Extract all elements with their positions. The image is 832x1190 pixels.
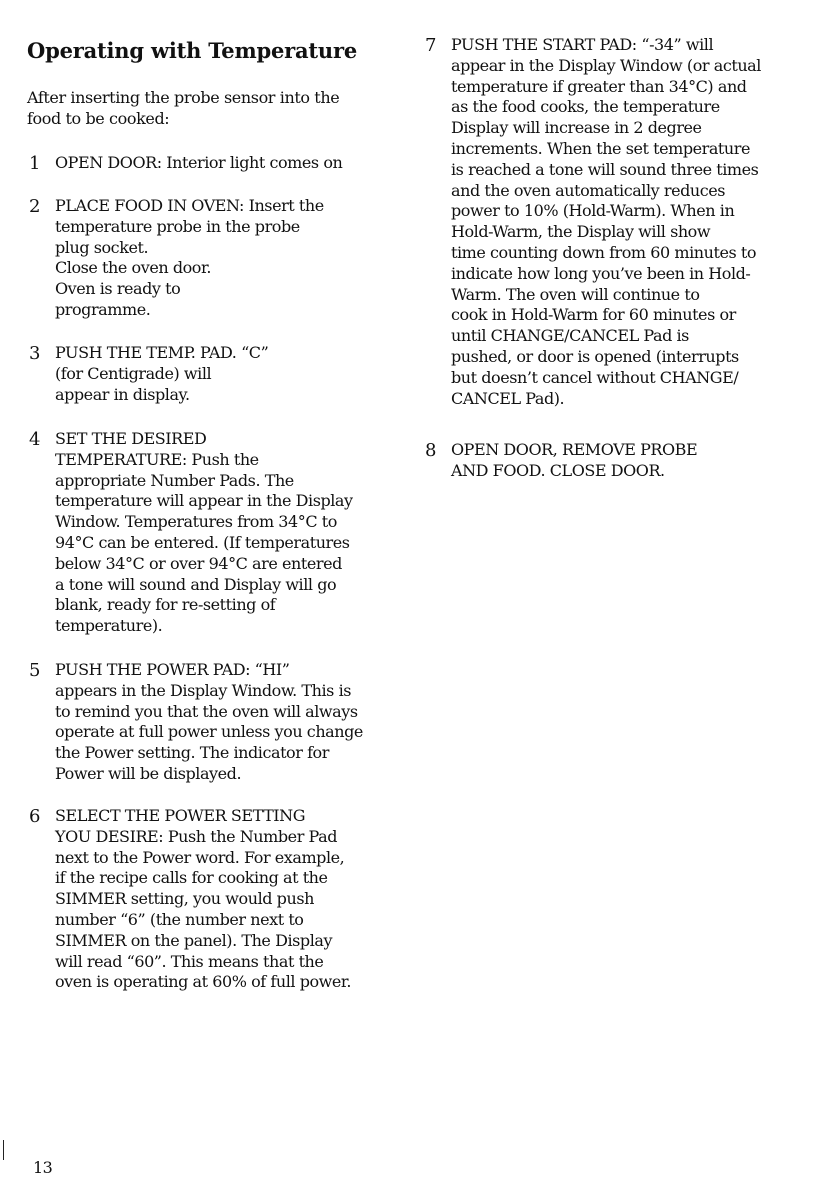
- page-title: Operating with Temperature: [27, 38, 357, 63]
- step-line: increments. When the set temperature: [451, 138, 750, 158]
- step-line: oven is operating at 60% of full power.: [55, 972, 352, 992]
- step-text: [55, 806, 351, 993]
- step-line: will read “60”. This means that the: [55, 951, 324, 971]
- step-line: is reached a tone will sound three times: [451, 159, 759, 179]
- intro-paragraph: [27, 87, 387, 129]
- step-line: power to 10% (Hold-Warm). When in: [451, 201, 735, 221]
- page-number: 13: [33, 1158, 53, 1177]
- step-line: temperature if greater than 34°C) and: [451, 76, 747, 96]
- step-line: SELECT THE POWER SETTING: [55, 806, 306, 825]
- step-line: Window. Temperatures from 34°C to: [55, 512, 337, 532]
- step-line: appear in display.: [55, 384, 190, 404]
- step-line: YOU DESIRE: Push the Number Pad: [55, 826, 338, 846]
- step-line: OPEN DOOR, REMOVE PROBE: [451, 440, 698, 459]
- step-line: 94°C can be entered. (If temperatures: [55, 532, 350, 552]
- step-line: next to the Power word. For example,: [55, 847, 345, 867]
- step-line: if the recipe calls for cooking at the: [55, 868, 328, 888]
- step-line: until CHANGE/CANCEL Pad is: [451, 326, 689, 346]
- step-line: indicate how long you’ve been in Hold-: [451, 263, 751, 283]
- step-line: SIMMER on the panel). The Display: [55, 930, 333, 950]
- step-number: 8: [425, 440, 437, 461]
- step-number: 6: [29, 806, 41, 827]
- step-line: PUSH THE START PAD: “-34” will: [451, 35, 714, 54]
- step-line: temperature).: [55, 616, 163, 636]
- step-number: 5: [29, 660, 41, 681]
- step-text: [55, 343, 268, 405]
- step-line: PUSH THE TEMP. PAD. “C”: [55, 343, 269, 362]
- step-line: the Power setting. The indicator for: [55, 743, 329, 763]
- step-line: Power will be displayed.: [55, 763, 242, 783]
- step-line: Hold-Warm, the Display will show: [451, 222, 711, 242]
- step-line: to remind you that the oven will always: [55, 701, 358, 721]
- step-line: plug socket.: [55, 237, 149, 257]
- step-text: [55, 429, 353, 637]
- step-text: [55, 660, 363, 785]
- step-text: [451, 35, 761, 409]
- step-line: and the oven automatically reduces: [451, 180, 726, 200]
- step-line: operate at full power unless you change: [55, 722, 363, 742]
- step-line: appears in the Display Window. This is: [55, 680, 352, 700]
- step-line: below 34°C or over 94°C are entered: [55, 553, 342, 573]
- step-text: [451, 440, 697, 482]
- step-number: 1: [29, 153, 41, 174]
- step-text: [55, 153, 342, 174]
- step-number: 2: [29, 196, 41, 217]
- step-line: Oven is ready to: [55, 279, 181, 299]
- step-line: SIMMER setting, you would push: [55, 889, 314, 909]
- step-line: but doesn’t cancel without CHANGE/: [451, 367, 739, 387]
- step-line: PLACE FOOD IN OVEN: Insert the: [55, 196, 324, 215]
- step-line: SET THE DESIRED: [55, 429, 207, 448]
- step-line: cook in Hold-Warm for 60 minutes or: [451, 305, 736, 325]
- step-line: Display will increase in 2 degree: [451, 118, 702, 138]
- step-line: number “6” (the number next to: [55, 909, 304, 929]
- step-line: OPEN DOOR: Interior light comes on: [55, 153, 343, 172]
- step-number: 7: [425, 35, 437, 56]
- step-line: appropriate Number Pads. The: [55, 470, 294, 490]
- step-line: TEMPERATURE: Push the: [55, 449, 259, 469]
- step-line: CANCEL Pad).: [451, 388, 565, 408]
- intro-line: food to be cooked:: [27, 109, 170, 128]
- step-line: Warm. The oven will continue to: [451, 284, 700, 304]
- step-line: temperature will appear in the Display: [55, 491, 353, 511]
- step-line: time counting down from 60 minutes to: [451, 242, 757, 262]
- step-line: a tone will sound and Display will go: [55, 574, 337, 594]
- step-line: AND FOOD. CLOSE DOOR.: [451, 460, 665, 480]
- step-line: as the food cooks, the temperature: [451, 97, 720, 117]
- step-line: PUSH THE POWER PAD: “HI”: [55, 660, 290, 679]
- step-line: pushed, or door is opened (interrupts: [451, 346, 739, 366]
- scan-edge-mark: [3, 1140, 4, 1160]
- step-line: (for Centigrade) will: [55, 363, 212, 383]
- step-text: [55, 196, 324, 321]
- intro-line: After inserting the probe sensor into the: [27, 88, 340, 107]
- step-line: programme.: [55, 299, 151, 319]
- step-number: 4: [29, 429, 41, 450]
- step-number: 3: [29, 343, 41, 364]
- step-line: Close the oven door.: [55, 258, 212, 278]
- step-line: blank, ready for re-setting of: [55, 595, 276, 615]
- step-line: appear in the Display Window (or actual: [451, 55, 761, 75]
- step-line: temperature probe in the probe: [55, 216, 300, 236]
